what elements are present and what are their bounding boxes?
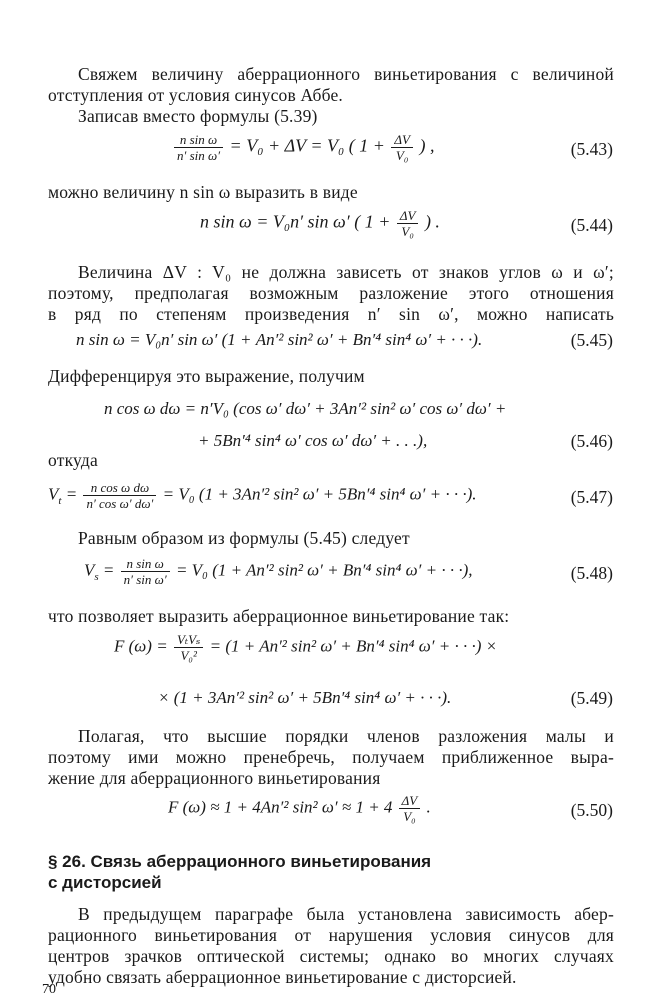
text-line: удобно связать аберрационное виньетирование с дисторсией. [48,967,517,987]
text-line: В предыдущем параграфе была установлена зависимость абер- [78,904,614,924]
equation-5-47: $V_t$ = $\frac{\text{n cos ω dω}}{\text{n′ cos ω′ dω′}}$ = V₀ (1 + 3An′² sin² ω′ + 5Bn′⁴ sin⁴ ω′ + · · ·). [48,480,477,511]
text-line: откуда [48,450,98,470]
section-heading-line1: § 26. Связь аберрационного виньетирования [48,852,432,871]
equation-5-46-line1: n cos ω dω = n′V₀ (cos ω′ dω′ + 3An′² sin² ω′ cos ω′ dω′ + [104,399,507,418]
equation-5-44: n sin ω = V₀n′ sin ω′ ( 1 + $\frac{\Delta V}{\text{V₀}}$ ) . [200,208,440,239]
equation-number: (5.45) [570,330,613,350]
equation-number: (5.47) [570,487,613,507]
equation-5-48: $V_s$ = $\frac{\text{n sin ω}}{\text{n′ sin ω′}}$ = V₀ (1 + An′² sin² ω′ + Bn′⁴ sin⁴ ω′ + · · ·), [84,556,473,587]
text-line: в ряд по степеням произведения n′ sin ω′, можно написать [48,304,614,324]
text-line: Свяжем величину аберрационного виньетирования с величиной [78,64,614,84]
equation-5-49-line1: F (ω) = $\frac{\text{VₜVₛ}}{\text{V₀²}}$ = (1 + An′² sin² ω′ + Bn′⁴ sin⁴ ω′ + · · ·) × [114,632,498,663]
equation-number: (5.46) [570,431,613,451]
text-line: отступления от условия синусов Аббе. [48,85,344,105]
text-line: поэтому, предполагая возможным разложение этого отношения [48,283,614,303]
text-line: Величина ΔV : V₀ не должна зависеть от знаков углов ω и ω′; [78,262,614,282]
equation-number: (5.49) [570,688,613,708]
equation-number: (5.44) [570,215,613,235]
text-line: Равным образом из формулы (5.45) следует [78,528,410,548]
equation-number: (5.50) [570,800,613,820]
equation-5-43: $\frac{\text{n sin ω}}{\text{n′ sin ω′}}$ = V₀ + ΔV = V₀ ( 1 + $\frac{\Delta V}{\text{V₀}}$ ) , [172,132,434,163]
text-line: жение для аберрационного виньетирования [48,768,381,788]
equation-5-46-line2: + 5Bn′⁴ sin⁴ ω′ cos ω′ dω′ + . . .), [198,431,428,450]
equation-number: (5.48) [570,563,613,583]
equation-5-49-line2: × (1 + 3An′² sin² ω′ + 5Bn′⁴ sin⁴ ω′ + · · ·). [158,688,452,707]
text-line: можно величину n sin ω выразить в виде [48,182,358,202]
section-heading-line2: с дисторсией [48,873,162,892]
text-line: что позволяет выразить аберрационное виньетирование так: [48,606,510,626]
text-line: поэтому ими можно пренебречь, получаем приближенное выра- [48,747,614,767]
page-number: 70 [42,982,56,997]
equation-5-50: F (ω) ≈ 1 + 4An′² sin² ω′ ≈ 1 + 4 $\frac{\Delta V}{\text{V₀}}$ . [168,793,431,824]
text-line: Полагая, что высшие порядки членов разложения малы и [78,726,614,746]
text-line: Дифференцируя это выражение, получим [48,366,365,386]
text-line: рационного виньетирования от нарушения условия синусов для [48,925,614,945]
text-line: центров зрачков оптической системы; однако во многих случаях [48,946,614,966]
equation-5-45: n sin ω = V₀n′ sin ω′ (1 + An′² sin² ω′ + Bn′⁴ sin⁴ ω′ + · · ·). [76,330,483,349]
equation-number: (5.43) [570,139,613,159]
text-line: Записав вместо формулы (5.39) [78,106,318,126]
